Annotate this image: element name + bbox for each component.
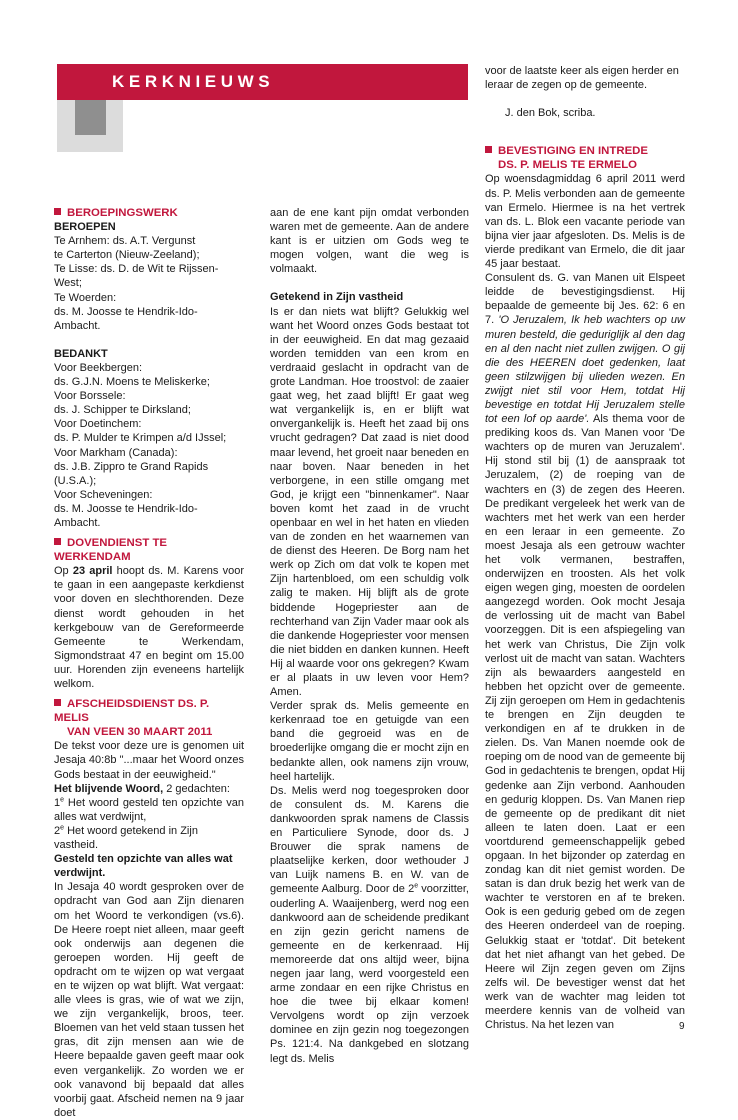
list-item: Voor Markham (Canada): [54,446,178,459]
list-item: ds. P. Mulder te Krimpen a/d IJssel; [54,432,227,445]
section-heading-dovendienst: DOVENDIENST TE WERKENDAM [54,537,167,564]
afscheid-intro: De tekst voor deze ure is genomen uit Jesaja 40:8b "...maar het Woord onzes Gods bestaat in der eeuwigheid." [54,740,244,781]
list-item: Te Arnhem: ds. A.T. Vergunst [54,235,196,248]
bullet-square-icon [54,538,61,545]
list-item: ds. G.J.N. Moens te Meliskerke; [54,376,210,389]
decorative-square [75,100,106,135]
list-item: ds. M. Joosse te Hendrik-Ido-Ambacht. [54,305,198,332]
paragraph: Verder sprak ds. Melis gemeente en kerkenraad toe en getuigde van een band die gegroeid was en de broederlijke omgang die er mocht zijn en bedankte allen, ook namens zijn vrouw, heel hartelijk. [270,700,469,783]
page-title: KERKNIEUWS [112,72,275,91]
paragraph: Is er dan niets wat blijft? Gelukkig wel want het Woord onzes Gods bestaat tot in der eeuwigheid. En dat mag gezaaid worden temidden van een krom en verdraaid geslacht in opdracht van de grote Landman. Hoe troostvol: de zaaier gaat weg, het zaad blijft! Er gaat weg wat vergankelijk is, en er blijft wat onvergankelijk is. Heeft het zaad bij ons vrucht gedragen? Dat zaad is niet dood maar levend, het groeit naar beneden en naar boven. Naar beneden in het verborgene, in een stille omgang met God, je krijgt een "binnenkamer". Naar boven komt het zaad in de vrucht openbaar en wel in het haten en vlieden van de zonden en het waarnemen van de dienst des Heeren. De Borg nam het werk op Zich om dat volk te kopen met Zijn hartenbloed, om een schuldig volk zalig te maken. Hij blijft als de grote biddende Hogepriester aan de rechterhand van Zijn Vader maar ook als die dankende Hogepriester voor mensen die niet bidden en danken kunnen. Heeft Hij al waarde voor ons gekregen? Kwam er al plaats in uw leven voor Hem? Amen. [270,305,469,699]
bullet-square-icon [485,146,492,153]
list-item: Voor Doetinchem: [54,418,142,431]
column-1 [54,206,244,1120]
paragraph: Consulent ds. G. van Manen uit Elspeet leidde de bevestigingsdienst. Hij bepaalde de gemeente bij Jes. 62: 6 en 7. 'O Jeruzalem, Ik heb wachters op uw muren besteld, die geduriglijk al den dag en al den nacht niet zullen zwijgen. O gij die des HEEREN doet gedenken, laat geen stilzwijgen bij ulieden wezen. En zwijgt niet stil voor Hem, totdat Hij bevestige en totdat Hij Jeruzalem stelle tot een lof op aarde'. Als thema voor de prediking koos ds. Van Manen voor 'De wachters op de muren van Jeruzalem'. Hij stond stil bij (1) de aanspraak tot Jeruzalem, (2) de roeping van de wachters en (3) de zegen des Heeren. De predikant vergeleek het werk van de wachters met het werk van een herder en een leraar in een gemeente. Zo moest Jesaja als een getrouw wachter het volk vermanen, bestraffen, onderwijzen en troosten. Als het volk eigen wegen ging, moesten de oordelen aangezegd worden. Ook mocht Jesaja de verlossing uit de macht van Babel voorzeggen. Dit is een afspiegeling van het werk van Christus, Die Zijn volk verlost uit de macht van satan. Wachters zijn als bewaarders aangesteld en hebben het opzicht over de gemeente. Zij zijn geroepen om Hem in gedachtenis te brengen en Zijn deugden te verkondigen en af te drukken in de zielen. Ds. Van Manen noemde ook de roeping om de nood van de gemeente bij God in gedachtenis te brengen, opdat Hij gedenke aan Zijn verbond. Aanhouden en gedurig kloppen. Ds. Van Manen riep de gemeente op de predikant dit niet alleen te laten doen. Laat er een voortdurend gemeenschappelijk gebed opgaan. In het bijzonder op zaterdag en zondag kan dit niet gemist worden. De satan is dan druk bezig het werk van de wachter te verstoren en af te breken. Ook is een gedurig gebed om de zegen des Heeren onderdeel van de roeping. Gelukkig staat er 'totdat'. Dit betekent dat het niet afhangt van het gebed. De Heere wil Zijn zegen geven om Zijns zelfs wil. De bevestiger wenst dat het werk van de wachter mag leiden tot meerdere kennis van de volheid van Christus. Na het lezen van [485,272,685,1032]
section-heading-beroepingswerk: BEROEPINGSWERK [54,206,244,220]
paragraph: aan de ene kant pijn omdat verbonden waren met de gemeente. Aan de andere kant is er uitzien om Gods weg te mogen volgen, want die weg is volmaakt. [270,207,469,276]
afscheid-point-2: 2e Het woord getekend in Zijn vastheid. [54,824,198,852]
list-item: Voor Beekbergen: [54,361,143,374]
section-heading-bevestiging: BEVESTIGING EN INTREDE DS. P. MELIS TE ERMELO [485,144,685,172]
bullet-square-icon [54,699,61,706]
column-2 [270,206,469,1066]
afscheid-theme: Het blijvende Woord, 2 gedachten: [54,782,230,795]
section-heading-afscheidsdienst: AFSCHEIDSDIENST DS. P. MELIS VAN VEEN 30 MAART 2011 [54,698,213,739]
subheading-getekend: Getekend in Zijn vastheid [270,291,404,304]
afscheid-body: In Jesaja 40 wordt gesproken over de opdracht van God aan Zijn dienaren om het Woord te verkondigen (vs.6). De Heere roept niet alleen, maar geeft ook onderwijs aan degenen die geroepen worden. Hij geeft de opdracht om te wijzen op wat vergaat en te wijzen op wat blijft. Wat vergaat: alle vlees is gras, wie of wat we zijn, we zijn vergankelijk, broos, teer. Bloemen van het veld staan tussen het gras, dit zijn mensen aan wie de Heere bepaalde gaven geeft maar ook even vergankelijk. Zo worden we er ook vanavond bij bepaald dat alles voorbij gaat. Afscheid nemen na 9 jaar doet [54,881,244,1119]
dovendienst-text: Op 23 april hoopt ds. M. Karens voor te gaan in een aangepaste kerkdienst voor doven en slechthorenden. Deze dienst wordt gehouden in het kerkgebouw van de Gereformeerde Gemeente te Werkendam, Sigmondstraat 47 en begint om 15.00 uur. Horenden zijn eveneens hartelijk welkom. [54,565,244,690]
paragraph: voor de laatste keer als eigen herder en leraar de zegen op de gemeente. [485,65,679,92]
beroepen-label: BEROEPEN [54,221,116,234]
list-item: Te Lisse: ds. D. de Wit te Rijssen-West; [54,263,219,290]
afscheid-point-1: 1e Het woord gesteld ten opzichte van alles wat verdwijnt, [54,796,244,823]
list-item: Te Woerden: [54,291,117,304]
paragraph: Op woensdagmiddag 6 april 2011 werd ds. P. Melis verbonden aan de gemeente van Ermelo. Hiermee is na het vertrek van ds. L. Blok een vacante periode van bijna vier jaar afgesloten. Ds. Melis is de vierde predikant van Ermelo, die dit jaar 45 jaar bestaat. [485,173,685,271]
list-item: te Carterton (Nieuw-Zeeland); [54,249,200,262]
list-item: ds. J. Schipper te Dirksland; [54,404,191,417]
column-3 [485,64,685,1032]
bedankt-label: BEDANKT [54,347,108,360]
signature: J. den Bok, scriba. [505,107,596,120]
list-item: Voor Scheveningen: [54,488,153,501]
list-item: Voor Borssele: [54,390,126,403]
page-number: 9 [679,1021,685,1032]
list-item: ds. M. Joosse te Hendrik-Ido-Ambacht. [54,502,198,529]
subheading-gesteld: Gesteld ten opzichte van alles wat verdwijnt. [54,853,233,880]
list-item: ds. J.B. Zippro te Grand Rapids (U.S.A.); [54,460,209,487]
bullet-square-icon [54,208,61,215]
paragraph: Ds. Melis werd nog toegesproken door de consulent ds. M. Karens die dankwoorden sprak namens de Classis en Particuliere Synode, door ds. J Brouwer die sprak namens de plaatselijke kerken, door wethouder J van Luijk namens B. en W. van de gemeente Aalburg. Door de 2e voorzitter, ouderling A. Waaijenberg, werd nog een dankwoord aan de scheidende predikant en zijn gezin gericht namens de gemeente en de kerkenraad. Hij memoreerde dat ons altijd weer, bijna negen jaar lang, werd voorgesteld een arme zondaar en een rijke Christus en hoe die twee bij elkaar komen! Vervolgens wordt op zijn verzoek dominee en zijn gezin nog toegezongen Ps. 121:4. Na dankgebed en slotzang legt ds. Melis [270,784,469,1065]
